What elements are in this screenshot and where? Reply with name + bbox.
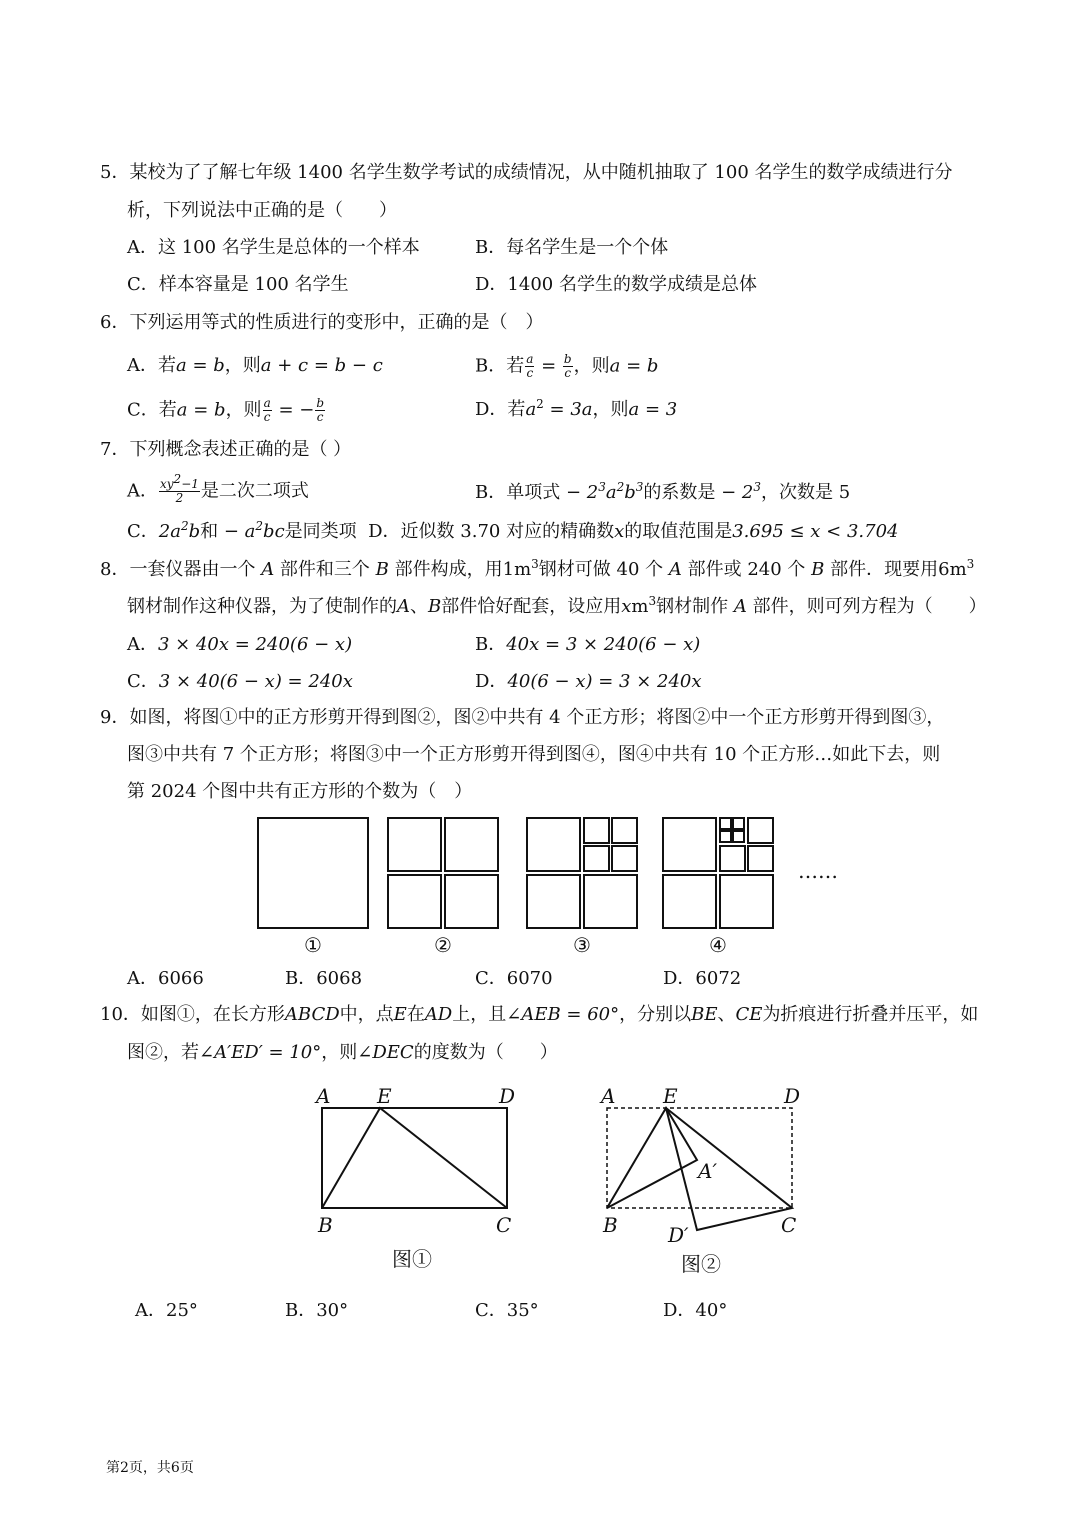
q9-option-b: B．6068 bbox=[285, 968, 363, 989]
q9-stem-line1: 9．如图，将图①中的正方形剪开得到图②，图②中共有 4 个正方形；将图②中一个正方形剪开得到图③， bbox=[100, 707, 945, 728]
q6-option-d: D．若$a^2 = 3a$，则a = 3 bbox=[475, 397, 678, 420]
q10-fig1 bbox=[322, 1108, 507, 1208]
q10-option-d: D．40° bbox=[663, 1300, 728, 1321]
q9-option-d: D．6072 bbox=[663, 968, 742, 989]
q10-stem-line1: 10．如图①，在长方形ABCD中，点E在AD上，且∠AEB = 60°，分别以BE、CE为折痕进行折叠并压平，如 bbox=[100, 1004, 979, 1025]
q5-stem-line2: 析，下列说法中正确的是（ ） bbox=[127, 200, 397, 221]
q10-fig1-label-d: D bbox=[499, 1084, 516, 1108]
q10-option-c: C．35° bbox=[475, 1300, 539, 1321]
q9-stem-line3: 第 2024 个图中共有正方形的个数为（ ） bbox=[127, 781, 473, 802]
q9-fig3-label: ③ bbox=[573, 933, 591, 957]
q10-fig2-label-e: E bbox=[663, 1084, 678, 1108]
page-footer: 第2页，共6页 bbox=[106, 1460, 194, 1476]
q10-fig2-label-a-prime: A′ bbox=[698, 1159, 717, 1183]
q5-option-d: D．1400 名学生的数学成绩是总体 bbox=[475, 274, 757, 295]
q7-option-b: B．单项式 − $2^3a^2b^3$的系数是 − $2^3$，次数是 5 bbox=[475, 480, 851, 503]
q10-fig2-label-c: C bbox=[781, 1213, 797, 1237]
q10-fig2-label-d: D bbox=[784, 1084, 801, 1108]
q10-fig2-label-b: B bbox=[603, 1213, 618, 1237]
q10-fig1-label-b: B bbox=[318, 1213, 333, 1237]
q8-stem-line2: 钢材制作这种仪器，为了使制作的A、B部件恰好配套，设应用$xm^3$钢材制作 A 部件，则可列方程为（ ） bbox=[127, 594, 987, 617]
q5-option-b: B．每名学生是一个个体 bbox=[475, 237, 669, 258]
q5-stem-line1: 5．某校为了了解七年级 1400 名学生数学考试的成绩情况，从中随机抽取了 100 名学生的数学成绩进行分 bbox=[100, 162, 953, 183]
q9-stem-line2: 图③中共有 7 个正方形；将图③中一个正方形剪开得到图④，图④中共有 10 个正方形…如此下去，则 bbox=[127, 744, 941, 765]
q8-option-d: D．40(6 − x) = 3 × 240x bbox=[475, 671, 702, 692]
q9-fig2-label: ② bbox=[434, 933, 452, 957]
q10-fig1-label-a: A bbox=[316, 1084, 331, 1108]
q5-option-a: A．这 100 名学生是总体的一个样本 bbox=[127, 237, 420, 258]
q6-stem: 6．下列运用等式的性质进行的变形中，正确的是（ ） bbox=[100, 312, 544, 333]
q8-option-a: A．3 × 40x = 240(6 − x) bbox=[127, 634, 353, 655]
q10-stem-line2: 图②，若∠A′ED′ = 10°，则∠DEC的度数为（ ） bbox=[127, 1042, 558, 1063]
q10-fig1-label-e: E bbox=[377, 1084, 392, 1108]
q7-option-c-d: C．$2a^2b$和 − $a^2bc$是同类项 D．近似数 3.70 对应的精确数x的取值范围是3.695 ≤ x < 3.704 bbox=[127, 519, 899, 542]
q7-option-a: A． $\frac{xy^2-1}{2}$ 是二次二项式 bbox=[127, 472, 309, 505]
q10-option-a: A．25° bbox=[135, 1300, 198, 1321]
q9-option-a: A．6066 bbox=[127, 968, 204, 989]
q10-fig2-label-a: A bbox=[601, 1084, 616, 1108]
q10-option-b: B．30° bbox=[285, 1300, 349, 1321]
q10-fig2-caption: 图② bbox=[681, 1252, 721, 1276]
q6-option-a: A．若a = b，则a + c = b − c bbox=[127, 355, 383, 376]
q8-stem-line1: 8．一套仪器由一个 A 部件和三个 B 部件构成，用$1m^3$钢材可做 40 个 A 部件或 240 个 B 部件．现要用$6m^3$ bbox=[100, 557, 975, 580]
q9-fig4-label: ④ bbox=[709, 933, 727, 957]
q9-fig1-label: ① bbox=[304, 933, 322, 957]
q9-option-c: C．6070 bbox=[475, 968, 553, 989]
q6-option-b: B．若 $\frac{a}{c}$ = $\frac{b}{c}$ ，则a = b bbox=[475, 352, 659, 380]
q10-fig1-caption: 图① bbox=[392, 1247, 432, 1271]
q10-fig1-label-c: C bbox=[496, 1213, 512, 1237]
q9-ellipsis: …… bbox=[798, 859, 838, 883]
q7-stem: 7．下列概念表述正确的是（ ） bbox=[100, 439, 352, 460]
q8-option-c: C．3 × 40(6 − x) = 240x bbox=[127, 671, 353, 692]
q5-option-c: C．样本容量是 100 名学生 bbox=[127, 274, 349, 295]
q8-option-b: B．40x = 3 × 240(6 − x) bbox=[475, 634, 701, 655]
q6-option-c: C．若a = b，则 $\frac{a}{c}$ = − $\frac{b}{c}$ bbox=[127, 396, 325, 424]
q10-fig2-label-d-prime: D′ bbox=[668, 1223, 689, 1247]
